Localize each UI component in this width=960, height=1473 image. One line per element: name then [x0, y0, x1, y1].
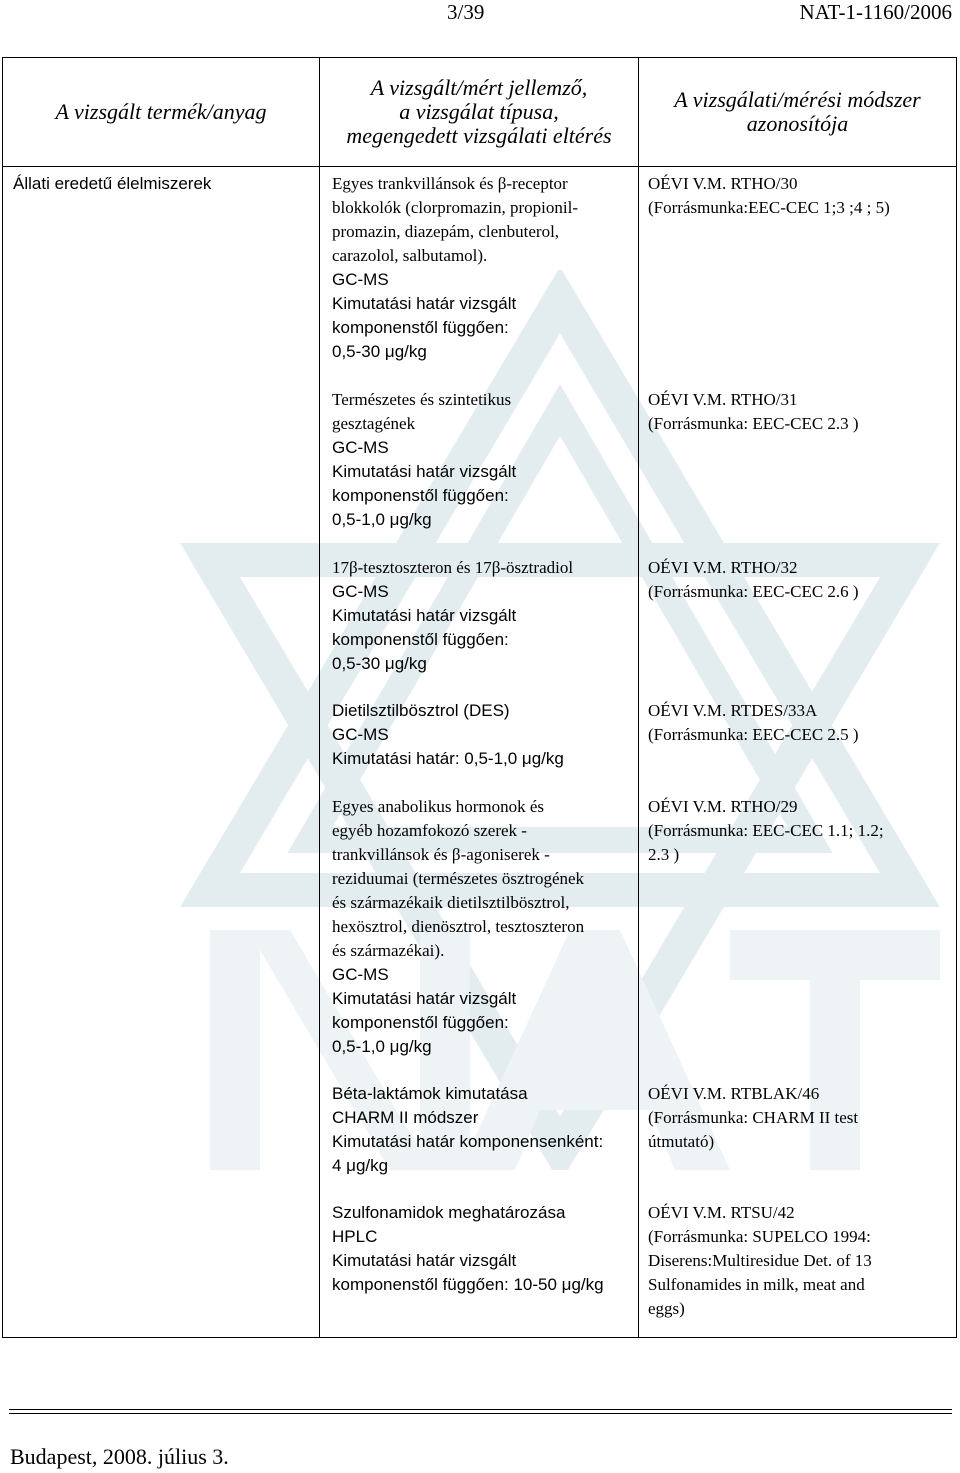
document-id: NAT-1-1160/2006 — [799, 0, 952, 24]
test-item: Szulfonamidok meghatározása HPLC Kimutatási határ vizsgált komponenstől függően: 10-50 μg/kg — [332, 1203, 604, 1294]
table-header-row — [3, 58, 957, 167]
test-item: Egyes trankvillánsok és β-receptor blokkolók (clorpromazin, propionil- promazin, diazepám, clenbuterol, carazolol, salbutamol). GC-MS Kimutatási határ vizsgált komponenstől függően: 0,5-30 μg/kg — [332, 174, 578, 361]
method-item: OÉVI V.M. RTBLAK/46 (Forrásmunka: CHARM II test útmutató) — [648, 1084, 859, 1151]
test-item: Természetes és szintetikus gesztagének GC-MS Kimutatási határ vizsgált komponenstől függően: 0,5-1,0 μg/kg — [332, 390, 517, 529]
tests-cell — [320, 167, 639, 1338]
test-item: Dietilsztilbösztrol (DES) GC-MS Kimutatási határ: 0,5-1,0 μg/kg — [332, 701, 564, 768]
footer-location-date: Budapest, 2008. július 3. — [10, 1444, 229, 1469]
accreditation-table — [2, 57, 957, 1338]
test-item: Egyes anabolikus hormonok és egyéb hozamfokozó szerek - trankvillánsok és β-agoniserek - reziduumai (természetes ösztrogének és származékaik dietilsztilbösztrol, hexösztrol, dienösztrol, tesztoszteron és származékai). GC-MS Kimutatási határ vizsgált komponenstől függően: 0,5-1,0 μg/kg — [332, 797, 585, 1056]
product-cell — [3, 167, 320, 1338]
test-item: 17β-tesztoszteron és 17β-ösztradiol GC-MS Kimutatási határ vizsgált komponenstől függően: 0,5-30 μg/kg — [332, 558, 574, 673]
header-product-text: A vizsgált termék/anyag — [55, 99, 267, 124]
header-characteristic — [320, 58, 639, 167]
methods-cell — [639, 167, 957, 1338]
footer-rule — [9, 1413, 952, 1414]
header-method-text: A vizsgálati/mérési módszer azonosítója — [674, 87, 921, 136]
product-name: Állati eredetű élelmiszerek — [13, 174, 212, 193]
header-characteristic-text: A vizsgált/mért jellemző, a vizsgálat típusa, megengedett vizsgálati eltérés — [346, 75, 612, 148]
table-row — [3, 167, 957, 1338]
header-method — [639, 58, 957, 167]
method-item: OÉVI V.M. RTDES/33A (Forrásmunka: EEC-CEC 2.5 ) — [648, 701, 859, 744]
footer-rule — [9, 1409, 952, 1410]
header-product — [3, 58, 320, 167]
method-item: OÉVI V.M. RTHO/29 (Forrásmunka: EEC-CEC 1.1; 1.2; 2.3 ) — [648, 797, 884, 864]
page-number: 3/39 — [447, 0, 485, 24]
test-item: Béta-laktámok kimutatása CHARM II módszer Kimutatási határ komponensenként: 4 μg/kg — [332, 1084, 604, 1175]
method-item: OÉVI V.M. RTHO/30 (Forrásmunka:EEC-CEC 1;3 ;4 ; 5) — [648, 174, 890, 217]
method-item: OÉVI V.M. RTSU/42 (Forrásmunka: SUPELCO 1994: Diserens:Multiresidue Det. of 13 Sulfonamides in milk, meat and eggs) — [648, 1203, 872, 1318]
method-item: OÉVI V.M. RTHO/32 (Forrásmunka: EEC-CEC 2.6 ) — [648, 558, 859, 601]
method-item: OÉVI V.M. RTHO/31 (Forrásmunka: EEC-CEC 2.3 ) — [648, 390, 859, 433]
